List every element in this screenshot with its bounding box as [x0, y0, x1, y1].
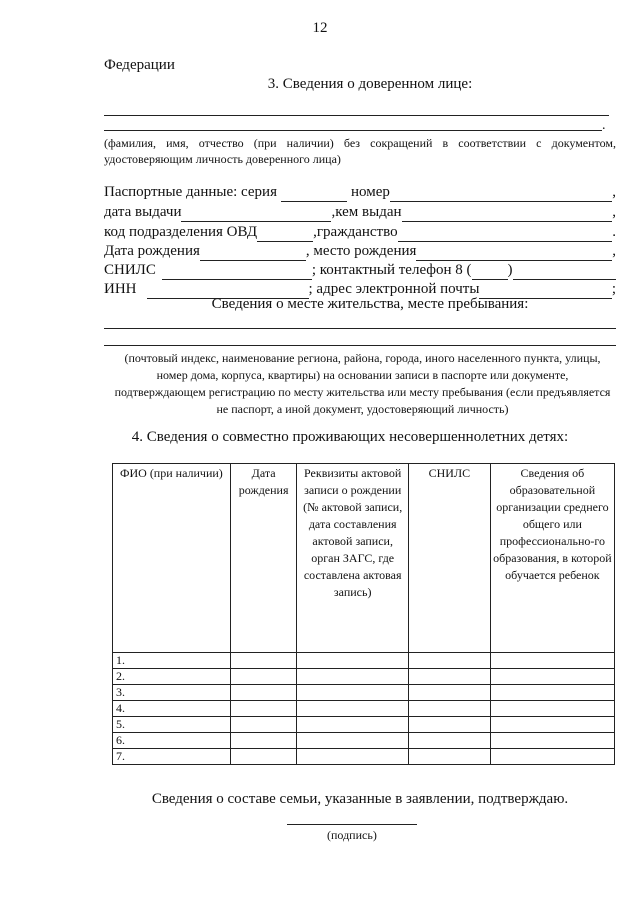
header-fragment: Федерации — [104, 57, 175, 73]
name-line-2[interactable] — [104, 130, 602, 131]
col-fio: ФИО (при наличии) — [113, 464, 231, 653]
issued-by-field[interactable] — [402, 206, 613, 222]
name-line-1[interactable] — [104, 115, 609, 116]
snils-label: СНИЛС — [104, 262, 156, 278]
number-label: номер — [350, 184, 390, 200]
snils-row — [104, 260, 616, 280]
signature-line[interactable] — [287, 824, 417, 825]
name-line-period: . — [602, 118, 606, 133]
phone-paren-close: ) — [507, 262, 513, 278]
ovd-row: код подразделения ОВД ,гражданство . — [104, 224, 616, 240]
section4-title: 4. Сведения о совместно проживающих несовершеннолетних детях: — [131, 429, 569, 445]
name-note: (фамилия, имя, отчество (при наличии) без сокращений в соответствии с документом, удостоверяющим личность доверенного лица) — [104, 136, 616, 166]
table-row — [113, 685, 615, 701]
phone-code-field[interactable] — [472, 264, 508, 280]
ovd-code-field[interactable] — [257, 226, 313, 242]
section3-title: 3. Сведения о доверенном лице: — [267, 76, 473, 92]
issue-row: дата выдачи ,кем выдан , — [104, 204, 616, 220]
row-number[interactable]: 3. — [113, 685, 231, 701]
row-number[interactable]: 2. — [113, 669, 231, 685]
passport-label: Паспортные данные: серия — [104, 184, 277, 200]
inn-label: ИНН — [104, 281, 137, 297]
birth-row: Дата рождения , место рождения , — [104, 243, 616, 259]
children-table — [112, 463, 615, 765]
table-row — [113, 749, 615, 765]
table-row — [113, 653, 615, 669]
phone-label: ; контактный телефон 8 ( — [311, 262, 472, 278]
residence-line-1[interactable] — [104, 328, 616, 329]
citizenship-field[interactable] — [398, 226, 613, 242]
row-number[interactable]: 5. — [113, 717, 231, 733]
table-row — [113, 717, 615, 733]
row-number[interactable]: 1. — [113, 653, 231, 669]
row-number[interactable]: 7. — [113, 749, 231, 765]
residence-title: Сведения о месте жительства, месте пребывания: — [211, 296, 529, 312]
birth-place-field[interactable] — [416, 245, 612, 261]
email-label: ; адрес электронной почты — [308, 281, 480, 297]
inn-row: ИНН ; адрес электронной почты ; — [104, 281, 616, 297]
col-snils: СНИЛС — [408, 464, 490, 653]
passport-row: Паспортные данные: серия номер , — [104, 184, 616, 200]
birth-date-field[interactable] — [200, 245, 306, 261]
row-number[interactable]: 6. — [113, 733, 231, 749]
passport-number-field[interactable] — [390, 186, 612, 202]
signature-label: (подпись) — [327, 828, 377, 842]
table-row — [113, 669, 615, 685]
ovd-code-label: код подразделения ОВД — [104, 224, 258, 240]
col-birth-date: Дата рождения — [230, 464, 297, 653]
issue-date-label: дата выдачи — [104, 204, 182, 220]
confirmation-text: Сведения о составе семьи, указанные в заявлении, подтверждаю. — [151, 791, 569, 807]
col-act-record: Реквизиты актовой записи о рождении (№ актовой записи, дата составления актовой записи, орган ЗАГС, где составлена актовая запись) — [297, 464, 409, 653]
col-education: Сведения об образовательной организации среднего общего или профессионально-го образования, в которой обучается ребенок — [490, 464, 614, 653]
phone-number-field[interactable] — [513, 264, 616, 280]
citizenship-label: ,гражданство — [313, 224, 398, 240]
row-number[interactable]: 4. — [113, 701, 231, 717]
snils-field[interactable] — [162, 264, 312, 280]
issue-date-field[interactable] — [181, 206, 331, 222]
issued-by-label: ,кем выдан — [331, 204, 402, 220]
residence-note: (почтовый индекс, наименование региона, района, города, иного населенного пункта, улицы, номер дома, корпуса, квартиры) на основании записи в паспорте или документе, подтверждающем регистрацию по месту жительства или месту пребывания (если предъявляется не паспорт, а иной документ, удостоверяющий личность) — [114, 351, 611, 416]
table-row — [113, 733, 615, 749]
residence-line-2[interactable] — [104, 345, 616, 346]
birth-date-label: Дата рождения — [104, 243, 200, 259]
page-number: 12 — [312, 20, 328, 36]
birth-place-label: , место рождения — [305, 243, 417, 259]
table-header-row — [113, 464, 615, 653]
table-row — [113, 701, 615, 717]
passport-series-field[interactable] — [281, 186, 347, 202]
